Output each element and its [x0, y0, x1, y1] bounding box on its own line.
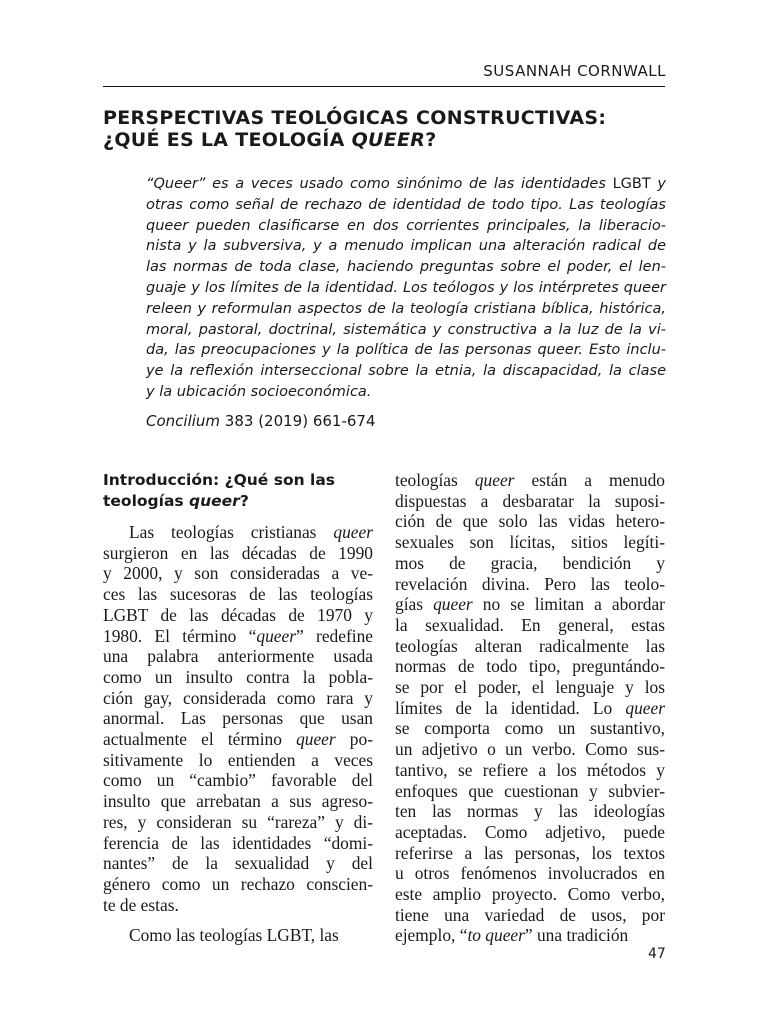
- text-line: como un insulto contra la pobla-: [103, 666, 373, 687]
- text-line: nista y la subversiva, y a menudo implican una alteración radical de: [146, 238, 666, 255]
- text-line: LGBT de las décadas de 1970 y: [103, 604, 373, 625]
- text-line: como un “cambio” favorable del: [103, 770, 373, 791]
- text-line: la sexualidad. En general, estas: [395, 614, 665, 635]
- text-line: actualmente el término queer po-: [103, 729, 373, 750]
- text-line: teologías queer están a menudo: [395, 470, 665, 490]
- text-line: sitivamente lo entienden a veces: [103, 749, 373, 770]
- section-heading-line-2-end: ?: [239, 492, 249, 510]
- section-heading-line-1: Introducción: ¿Qué son las: [103, 471, 336, 489]
- text-line: las normas de toda clase, haciendo preguntas sobre el poder, el len-: [146, 259, 666, 276]
- text-line: ejemplo, “to queer” una tradición: [395, 925, 629, 946]
- section-heading: [103, 470, 373, 512]
- text-line: se por el poder, el lenguaje y los: [395, 677, 665, 698]
- text-line: y la ubicación socioeconómica.: [146, 383, 372, 400]
- text-line: te de estas.: [103, 894, 179, 915]
- text-line: ye la reflexión interseccional sobre la etnia, la discapacidad, la clase: [146, 363, 666, 380]
- text-line: otras como señal de rechazo de identidad de todo tipo. Las teologías: [146, 196, 666, 213]
- text-line: “Queer” es a veces usado como sinónimo de las identidades LGBT y: [146, 176, 667, 192]
- text-line: anormal. Las personas que usan: [103, 708, 373, 729]
- text-line: tiene una variedad de usos, por: [395, 904, 665, 925]
- text-line: ción gay, considerada como rara y: [103, 687, 373, 708]
- text-line: surgieron en las décadas de 1990: [103, 542, 373, 563]
- text-line: moral, pastoral, doctrinal, sistemática y constructiva a la luz de la vi-: [146, 321, 666, 338]
- text-line: y 2000, y son consideradas a ve-: [103, 563, 373, 584]
- citation-reference: 383 (2019) 661-674: [220, 412, 376, 430]
- text-line: Como las teologías LGBT, las: [129, 925, 339, 946]
- text-line: referirse a las personas, los textos: [395, 842, 665, 863]
- text-line: revelación divina. Pero las teolo-: [395, 573, 665, 594]
- text-line: se comporta como un sustantivo,: [395, 718, 665, 739]
- text-line: una palabra anteriormente usada: [103, 646, 373, 667]
- text-line: Las teologías cristianas queer: [129, 522, 373, 542]
- right-column: [395, 470, 665, 946]
- paragraph-gap: [103, 915, 373, 925]
- text-line: dispuestas a desbaratar la suposi-: [395, 490, 665, 511]
- text-line: ten las normas y las ideologías: [395, 801, 665, 822]
- text-line: sexuales son lícitas, sitios legíti-: [395, 532, 665, 553]
- text-line: aceptadas. Como adjetivo, puede: [395, 821, 665, 842]
- section-heading-line-2-italic: queer: [189, 492, 240, 510]
- text-line: u otros fenómenos involucrados en: [395, 863, 665, 884]
- header-rule: [103, 86, 665, 87]
- text-line: guaje y los límites de la identidad. Los teólogos y los intérpretes queer: [146, 279, 666, 296]
- text-line: ces las sucesoras de las teologías: [103, 584, 373, 605]
- citation: [146, 412, 376, 430]
- text-line: ción de que solo las vidas hetero-: [395, 511, 665, 532]
- left-column: [103, 470, 373, 946]
- text-line: teologías alteran radicalmente las: [395, 635, 665, 656]
- right-paragraph: [395, 470, 665, 946]
- running-head: SUSANNAH CORNWALL: [483, 62, 666, 80]
- left-paragraph-1: [103, 522, 373, 915]
- left-paragraph-2: [103, 925, 373, 946]
- section-heading-line-2-start: teologías: [103, 492, 190, 510]
- text-line: normas de todo tipo, preguntándo-: [395, 656, 665, 677]
- citation-journal: Concilium: [146, 412, 221, 430]
- text-line: límites de la identidad. Lo queer: [395, 697, 665, 718]
- text-line: releen y reformulan aspectos de la teología cristiana bíblica, histórica,: [146, 300, 666, 317]
- text-line: nantes” de la sexualidad y del: [103, 853, 373, 874]
- text-line: enfoques que cuestionan y subvier-: [395, 780, 665, 801]
- text-line: tantivo, se refiere a los métodos y: [395, 759, 665, 780]
- text-line: queer pueden clasificarse en dos corrientes principales, la liberacio-: [146, 217, 666, 234]
- text-line: da, las preocupaciones y la política de las personas queer. Esto inclu-: [146, 342, 666, 359]
- title-line-2-end: ?: [425, 129, 437, 151]
- text-line: ferencia de las identidades “domi-: [103, 832, 373, 853]
- page-number: 47: [648, 946, 666, 962]
- text-line: insulto que arrebatan a sus agreso-: [103, 791, 373, 812]
- text-line: género como un rechazo conscien-: [103, 873, 373, 894]
- article-title: [103, 107, 673, 151]
- title-line-2-italic: QUEER: [351, 129, 426, 151]
- text-line: este amplio proyecto. Como verbo,: [395, 884, 665, 905]
- text-line: gías queer no se limitan a abordar: [395, 594, 665, 615]
- text-line: res, y consideran su “rareza” y di-: [103, 811, 373, 832]
- abstract: [146, 174, 666, 403]
- title-line-1: PERSPECTIVAS TEOLÓGICAS CONSTRUCTIVAS:: [103, 107, 607, 129]
- text-line: 1980. El término “queer” redefine: [103, 625, 374, 646]
- text-line: mos de gracia, bendición y: [395, 552, 665, 573]
- text-line: un adjetivo o un verbo. Como sus-: [395, 739, 665, 760]
- title-line-2-start: ¿QUÉ ES LA TEOLOGÍA: [103, 129, 352, 151]
